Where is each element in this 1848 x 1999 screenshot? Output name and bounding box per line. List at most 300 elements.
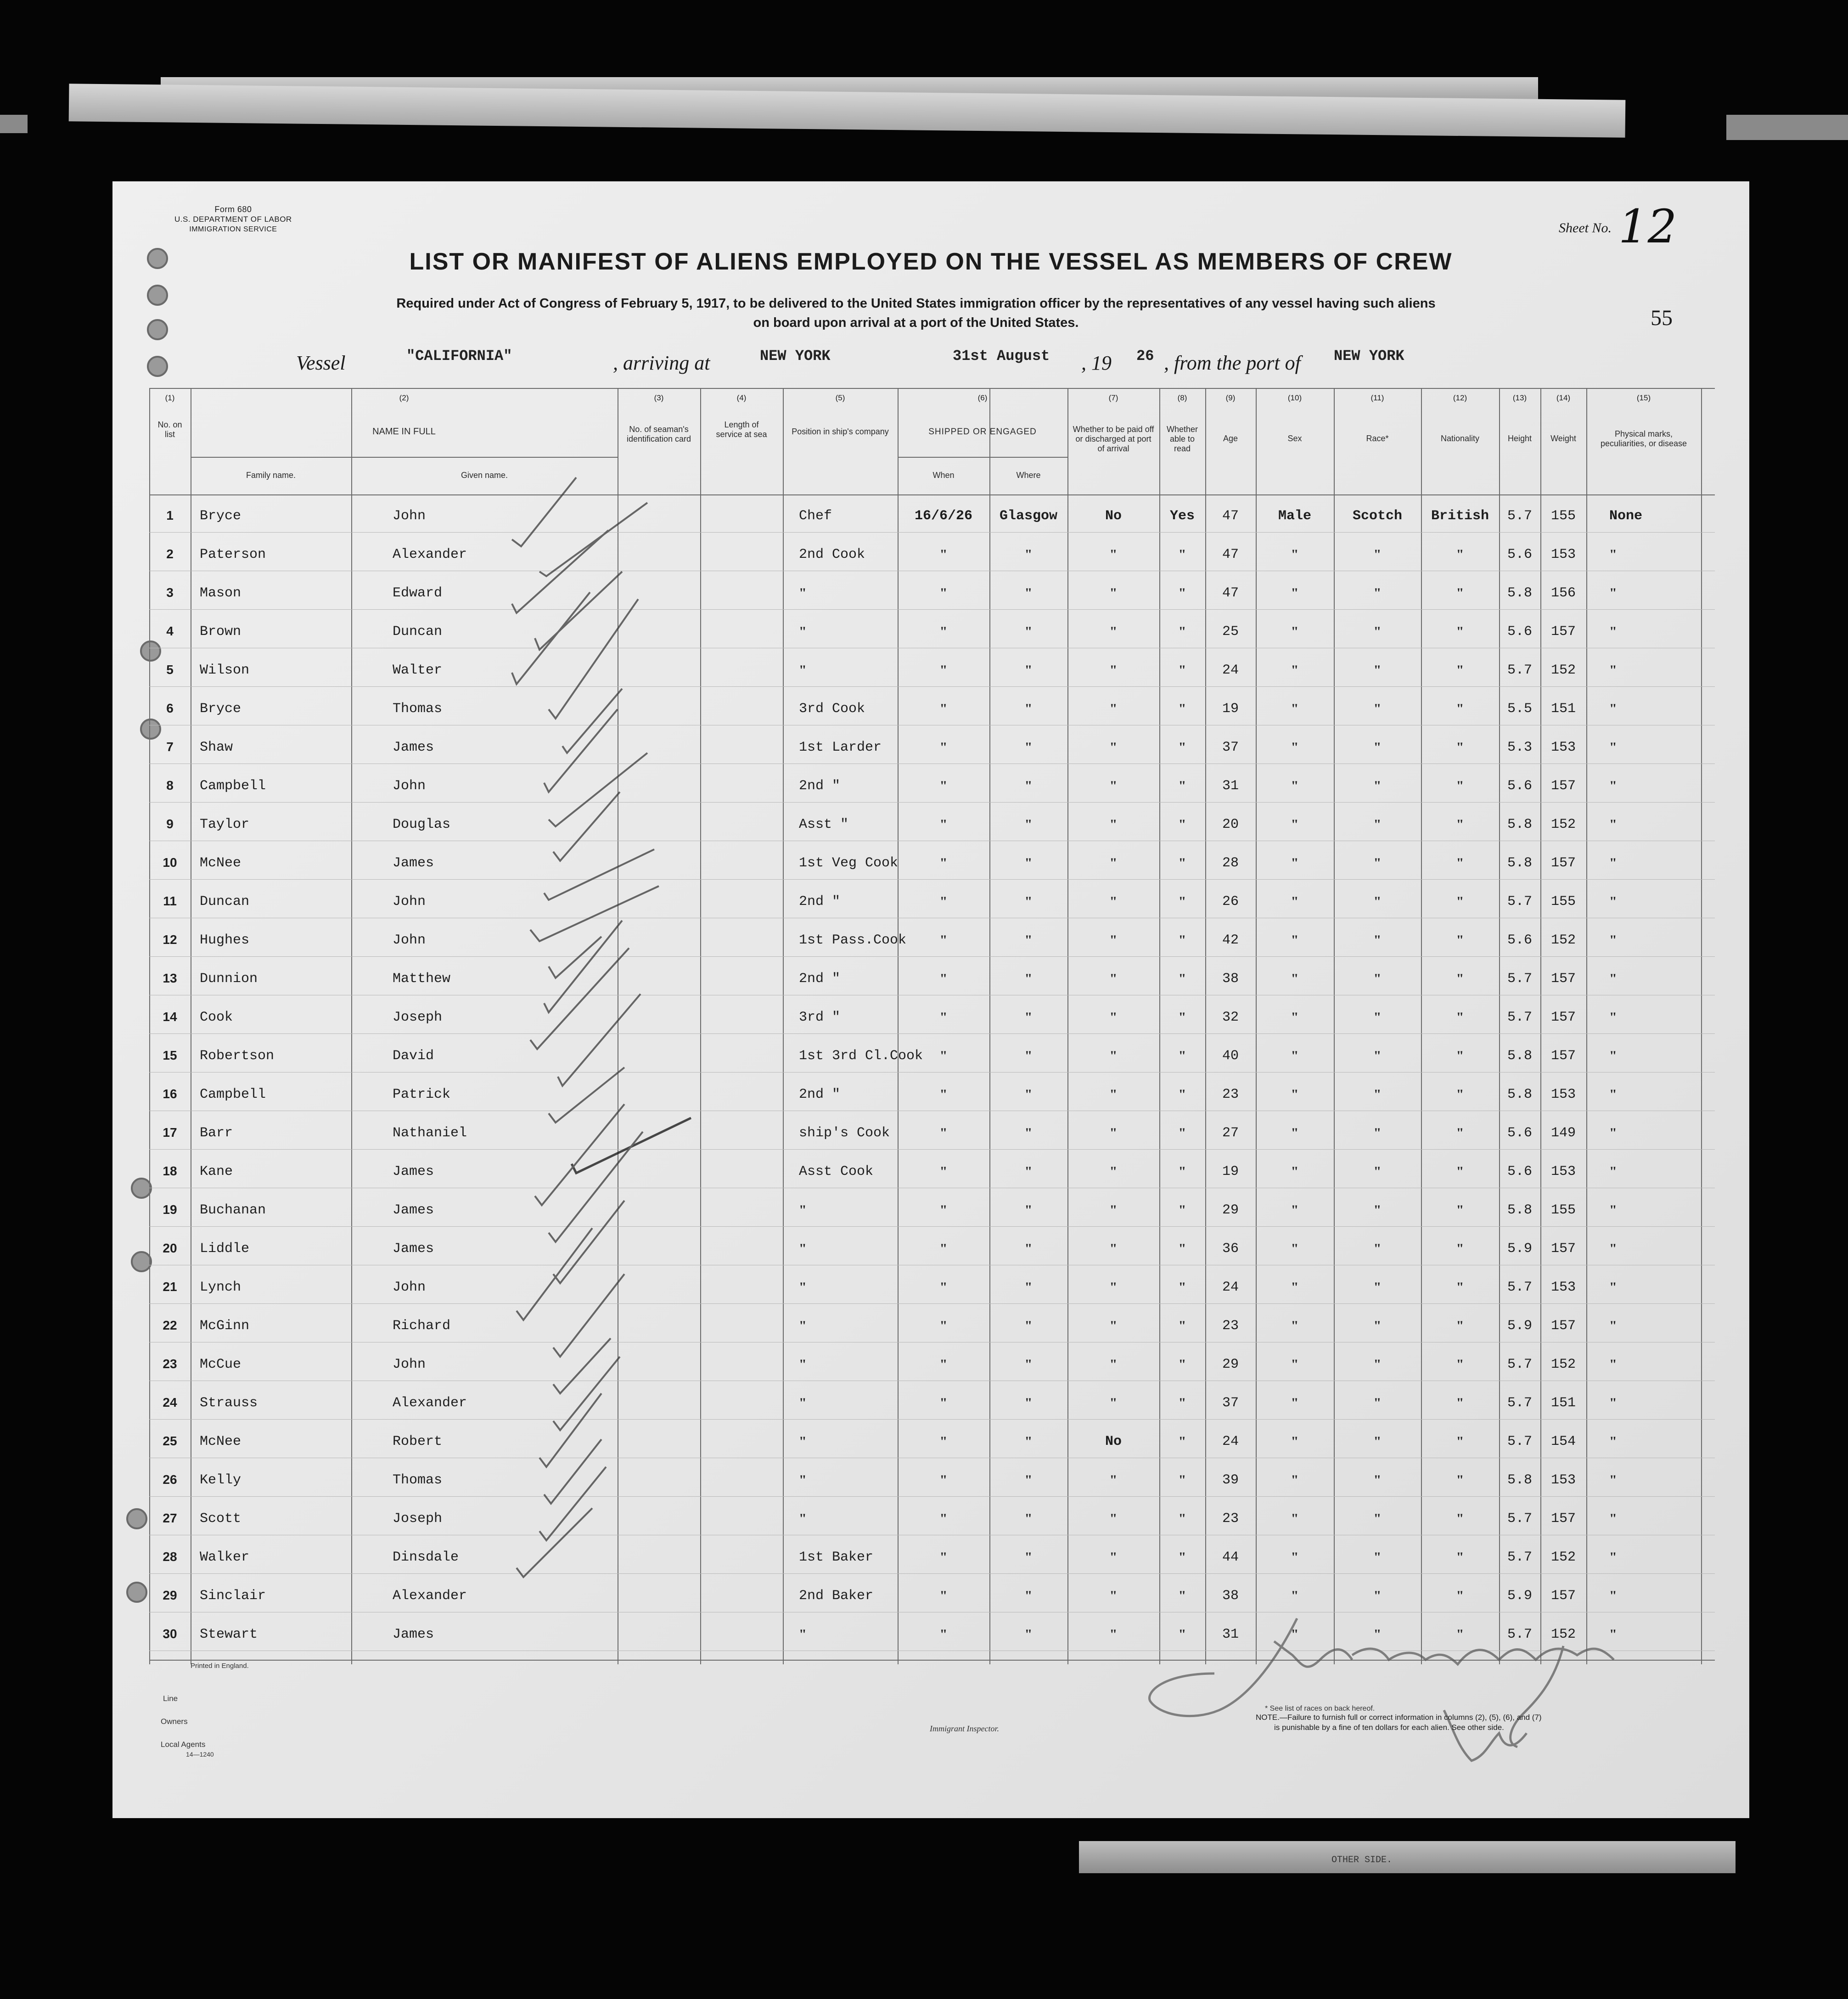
cell-read: " [1178, 1280, 1186, 1295]
cell-nationality: British [1431, 508, 1489, 524]
from-port: NEW YORK [1334, 348, 1404, 365]
cell-where: " [1024, 894, 1033, 909]
cell-paid: " [1109, 1395, 1118, 1410]
cell-given: John [393, 932, 426, 948]
cell-weight: 157 [1550, 1010, 1576, 1025]
cell-marks: " [1609, 1434, 1617, 1449]
cell-paid: " [1109, 1318, 1118, 1333]
cell-race: " [1373, 1434, 1382, 1449]
cell-position: Asst Cook [799, 1164, 874, 1179]
cell-marks: " [1609, 740, 1617, 755]
cell-family: Campbell [200, 778, 266, 794]
cell-where: " [1024, 1164, 1033, 1179]
column-number: (9) [1225, 393, 1236, 402]
document-title: LIST OR MANIFEST OF ALIENS EMPLOYED ON THE VESSEL AS MEMBERS OF CREW [409, 248, 1453, 275]
cell-no: 25 [163, 1434, 177, 1448]
cell-family: Hughes [200, 932, 250, 948]
cell-given: Matthew [393, 971, 451, 987]
cell-no: 5 [166, 663, 174, 677]
cell-given: Dinsdale [393, 1550, 459, 1565]
cell-family: Liddle [200, 1241, 250, 1257]
note-line: is punishable by a fine of ten dollars for each alien. See other side. [1274, 1723, 1504, 1732]
cell-marks: " [1609, 663, 1617, 678]
column-number: (14) [1556, 393, 1571, 402]
cell-when: " [939, 1395, 948, 1410]
cell-no: 12 [163, 932, 177, 947]
bottom-stamp: OTHER SIDE. [1331, 1855, 1393, 1865]
cell-race: " [1373, 971, 1382, 986]
cell-weight: 157 [1550, 1511, 1576, 1527]
arriving-port: NEW YORK [760, 348, 831, 365]
cell-age: 38 [1222, 971, 1239, 987]
cell-no: 6 [166, 701, 174, 715]
vessel-label: Vessel [296, 352, 346, 374]
cell-nationality: " [1456, 1434, 1464, 1449]
cell-weight: 157 [1550, 624, 1576, 640]
cell-position: " [799, 663, 807, 678]
cell-family: Mason [200, 585, 242, 601]
cell-paid: " [1109, 778, 1118, 793]
cell-sex: " [1291, 778, 1299, 793]
cell-paid: " [1109, 547, 1118, 562]
cell-read: " [1178, 1627, 1186, 1642]
cell-weight: 152 [1550, 1627, 1576, 1642]
cell-marks: " [1609, 971, 1617, 986]
footer-line-label: Line [163, 1694, 178, 1703]
column-number: (10) [1287, 393, 1302, 402]
footer-owners-label: Owners [161, 1717, 188, 1726]
cell-family: Lynch [200, 1280, 242, 1295]
cell-when: " [939, 1550, 948, 1565]
cell-family: Kane [200, 1164, 233, 1179]
cell-no: 28 [163, 1550, 177, 1564]
cell-position: 1st Veg Cook [799, 855, 899, 871]
cell-no: 20 [163, 1241, 177, 1255]
cell-height: 5.3 [1507, 740, 1532, 755]
penalty-note [1256, 1713, 1715, 1733]
cell-position: 2nd Cook [799, 547, 865, 562]
cell-weight: 152 [1550, 932, 1576, 948]
cell-where: " [1024, 1395, 1033, 1410]
cell-weight: 152 [1550, 663, 1576, 678]
cell-paid: " [1109, 1627, 1118, 1642]
cell-height: 5.6 [1507, 932, 1532, 948]
cell-where: " [1024, 701, 1033, 716]
cell-sex: " [1291, 1511, 1299, 1526]
cell-nationality: " [1456, 1048, 1464, 1063]
cell-sex: " [1291, 1588, 1299, 1603]
cell-height: 5.7 [1507, 1010, 1532, 1025]
cell-where: " [1024, 1087, 1033, 1102]
cell-age: 27 [1222, 1125, 1239, 1141]
cell-read: " [1178, 778, 1186, 793]
cell-given: John [393, 778, 426, 794]
cell-no: 13 [163, 971, 177, 985]
cell-sex: " [1291, 1280, 1299, 1295]
cell-family: Buchanan [200, 1202, 266, 1218]
header-sex: Sex [1287, 434, 1302, 443]
cell-age: 37 [1222, 740, 1239, 755]
cell-no: 3 [166, 585, 174, 600]
cell-race: " [1373, 585, 1382, 601]
cell-marks: " [1609, 1550, 1617, 1565]
cell-read: " [1178, 1357, 1186, 1372]
cell-family: Scott [200, 1511, 242, 1527]
cell-age: 26 [1222, 894, 1239, 910]
cell-given: John [393, 1357, 426, 1372]
cell-given: David [393, 1048, 434, 1064]
cell-nationality: " [1456, 547, 1464, 562]
cell-when: " [939, 740, 948, 755]
cell-no: 22 [163, 1318, 177, 1332]
cell-age: 29 [1222, 1357, 1239, 1372]
cell-height: 5.8 [1507, 1087, 1532, 1102]
cell-height: 5.9 [1507, 1318, 1532, 1334]
cell-given: John [393, 508, 426, 524]
cell-height: 5.7 [1507, 1280, 1532, 1295]
cell-read: " [1178, 971, 1186, 986]
cell-given: John [393, 894, 426, 910]
cell-age: 42 [1222, 932, 1239, 948]
cell-sex: " [1291, 932, 1299, 948]
cell-where: " [1024, 1357, 1033, 1372]
cell-paid: " [1109, 855, 1118, 870]
cell-where: " [1024, 1511, 1033, 1526]
from-port-label: , from the port of [1164, 352, 1301, 374]
cell-nationality: " [1456, 932, 1464, 948]
cell-height: 5.7 [1507, 1511, 1532, 1527]
cell-no: 30 [163, 1627, 177, 1641]
cell-given: Joseph [393, 1010, 443, 1025]
cell-when: " [939, 1357, 948, 1372]
service: IMMIGRATION SERVICE [189, 225, 277, 233]
cell-read: " [1178, 624, 1186, 639]
cell-height: 5.7 [1507, 894, 1532, 910]
cell-paid: " [1109, 1357, 1118, 1372]
cell-given: James [393, 740, 434, 755]
cell-height: 5.8 [1507, 817, 1532, 832]
cell-marks: None [1609, 508, 1643, 524]
vessel-name: "CALIFORNIA" [406, 348, 512, 365]
subtitle-line: on board upon arrival at a port of the United States. [753, 315, 1079, 330]
cell-position: 3rd Cook [799, 701, 865, 717]
cell-position: 1st 3rd Cl.Cook [799, 1048, 923, 1064]
cell-marks: " [1609, 1010, 1617, 1025]
cell-position: Asst " [799, 817, 849, 832]
cell-marks: " [1609, 1395, 1617, 1410]
cell-nationality: " [1456, 1318, 1464, 1333]
cell-paid: " [1109, 1280, 1118, 1295]
cell-given: Alexander [393, 547, 467, 562]
cell-race: " [1373, 663, 1382, 678]
cell-weight: 153 [1550, 1280, 1576, 1295]
cell-read: " [1178, 701, 1186, 716]
cell-where: " [1024, 1588, 1033, 1603]
cell-read: " [1178, 1434, 1186, 1449]
cell-position: " [799, 1472, 807, 1488]
cell-when: " [939, 778, 948, 793]
cell-marks: " [1609, 585, 1617, 601]
cell-where: " [1024, 624, 1033, 639]
cell-family: Robertson [200, 1048, 275, 1064]
cell-where: " [1024, 778, 1033, 793]
cell-given: Thomas [393, 701, 443, 717]
cell-paid: " [1109, 1511, 1118, 1526]
sheet-number-label: Sheet No. [1559, 220, 1612, 236]
year-label: , 19 [1081, 352, 1112, 374]
cell-read: " [1178, 585, 1186, 601]
cell-height: 5.9 [1507, 1588, 1532, 1604]
cell-read: " [1178, 894, 1186, 909]
cell-age: 23 [1222, 1511, 1239, 1527]
cell-race: " [1373, 855, 1382, 870]
cell-age: 25 [1222, 624, 1239, 640]
cell-sex: " [1291, 585, 1299, 601]
cell-nationality: " [1456, 740, 1464, 755]
note-line: NOTE.—Failure to furnish full or correct information in columns (2), (5), (6), and (7) [1256, 1713, 1542, 1722]
cell-nationality: " [1456, 1395, 1464, 1410]
cell-read: " [1178, 663, 1186, 678]
cell-paid: " [1109, 1010, 1118, 1025]
cell-sex: " [1291, 1318, 1299, 1333]
cell-family: Paterson [200, 547, 266, 562]
cell-height: 5.7 [1507, 508, 1532, 524]
cell-race: " [1373, 1010, 1382, 1025]
cell-race: " [1373, 1202, 1382, 1218]
cell-age: 47 [1222, 508, 1239, 524]
cell-read: " [1178, 1511, 1186, 1526]
cell-where: " [1024, 1125, 1033, 1140]
cell-position: Chef [799, 508, 832, 524]
cell-age: 24 [1222, 1434, 1239, 1449]
cell-weight: 157 [1550, 1048, 1576, 1064]
cell-sex: " [1291, 1472, 1299, 1488]
cell-height: 5.8 [1507, 585, 1532, 601]
cell-height: 5.6 [1507, 624, 1532, 640]
cell-family: McNee [200, 1434, 242, 1449]
cell-given: Richard [393, 1318, 451, 1334]
cell-when: " [939, 1588, 948, 1603]
cell-nationality: " [1456, 1125, 1464, 1140]
cell-weight: 157 [1550, 1241, 1576, 1257]
column-number: (4) [736, 393, 747, 402]
cell-height: 5.9 [1507, 1241, 1532, 1257]
cell-race: " [1373, 1550, 1382, 1565]
cell-when: " [939, 1164, 948, 1179]
form-header [174, 204, 292, 235]
cell-paid: " [1109, 1550, 1118, 1565]
cell-sex: " [1291, 1550, 1299, 1565]
cell-nationality: " [1456, 624, 1464, 639]
cell-marks: " [1609, 932, 1617, 948]
cell-weight: 153 [1550, 1472, 1576, 1488]
binder-hole [126, 1582, 147, 1603]
header-name-in-full: NAME IN FULL [372, 427, 436, 437]
cell-paid: " [1109, 932, 1118, 948]
cell-weight: 153 [1550, 1164, 1576, 1179]
cell-no: 7 [166, 740, 174, 754]
cell-weight: 153 [1550, 740, 1576, 755]
cell-nationality: " [1456, 1202, 1464, 1218]
cell-nationality: " [1456, 1087, 1464, 1102]
cell-when: " [939, 817, 948, 832]
cell-where: " [1024, 932, 1033, 948]
cell-where: " [1024, 547, 1033, 562]
cell-paid: " [1109, 663, 1118, 678]
cell-paid: " [1109, 1241, 1118, 1256]
header-id-card: No. of seaman's identification card [626, 425, 691, 444]
cell-marks: " [1609, 1164, 1617, 1179]
cell-no: 14 [163, 1010, 177, 1024]
column-number: (2) [399, 393, 409, 402]
cell-no: 15 [163, 1048, 177, 1062]
cell-sex: " [1291, 855, 1299, 870]
cell-paid: " [1109, 740, 1118, 755]
cell-read: " [1178, 1048, 1186, 1063]
cell-position: ship's Cook [799, 1125, 890, 1141]
cell-height: 5.7 [1507, 1550, 1532, 1565]
cell-marks: " [1609, 894, 1617, 909]
cell-sex: " [1291, 1010, 1299, 1025]
cell-marks: " [1609, 1511, 1617, 1526]
cell-position: " [799, 1280, 807, 1295]
column-rule [1586, 388, 1587, 1664]
cell-where: " [1024, 1318, 1033, 1333]
binder-hole [147, 285, 168, 306]
cell-race: " [1373, 1280, 1382, 1295]
cell-weight: 154 [1550, 1434, 1576, 1449]
cell-when: " [939, 1280, 948, 1295]
cell-when: " [939, 1241, 948, 1256]
cell-no: 19 [163, 1202, 177, 1217]
cell-family: Barr [200, 1125, 233, 1141]
cell-marks: " [1609, 1048, 1617, 1063]
cell-age: 36 [1222, 1241, 1239, 1257]
cell-height: 5.7 [1507, 663, 1532, 678]
cell-height: 5.7 [1507, 1357, 1532, 1372]
cell-given: Edward [393, 585, 443, 601]
cell-sex: " [1291, 547, 1299, 562]
cell-read: " [1178, 1202, 1186, 1218]
cell-position: 2nd " [799, 778, 841, 794]
cell-no: 4 [166, 624, 174, 638]
binder-hole [126, 1508, 147, 1529]
cell-marks: " [1609, 1125, 1617, 1140]
cell-weight: 152 [1550, 817, 1576, 832]
cell-marks: " [1609, 1280, 1617, 1295]
header-length-service: Length of service at sea [716, 420, 767, 439]
header-shipped: SHIPPED OR ENGAGED [928, 427, 1037, 437]
footer-form-code: 14—1240 [186, 1751, 214, 1758]
cell-sex: " [1291, 971, 1299, 986]
cell-marks: " [1609, 1627, 1617, 1642]
cell-weight: 151 [1550, 701, 1576, 717]
cell-height: 5.7 [1507, 971, 1532, 987]
cell-nationality: " [1456, 1627, 1464, 1642]
cell-paid: " [1109, 624, 1118, 639]
cell-family: Bryce [200, 701, 242, 717]
cell-nationality: " [1456, 778, 1464, 793]
cell-no: 21 [163, 1280, 177, 1294]
column-number: (15) [1636, 393, 1651, 402]
background-page-strip [1726, 115, 1848, 140]
cell-no: 10 [163, 855, 177, 870]
cell-where: " [1024, 1550, 1033, 1565]
cell-height: 5.6 [1507, 1164, 1532, 1179]
cell-family: Cook [200, 1010, 233, 1025]
cell-when: " [939, 855, 948, 870]
cell-weight: 152 [1550, 1357, 1576, 1372]
cell-read: " [1178, 1087, 1186, 1102]
cell-sex: " [1291, 1357, 1299, 1372]
manifest-sheet [112, 181, 1749, 1818]
cell-age: 23 [1222, 1318, 1239, 1334]
cell-no: 26 [163, 1472, 177, 1487]
cell-paid: " [1109, 1472, 1118, 1488]
cell-when: 16/6/26 [914, 508, 973, 524]
cell-race: " [1373, 1511, 1382, 1526]
cell-race: " [1373, 701, 1382, 716]
cell-sex: " [1291, 1434, 1299, 1449]
cell-family: Wilson [200, 663, 250, 678]
cell-age: 24 [1222, 1280, 1239, 1295]
cell-family: Sinclair [200, 1588, 266, 1604]
cell-position: 1st Pass.Cook [799, 932, 907, 948]
cell-given: Joseph [393, 1511, 443, 1527]
cell-family: Bryce [200, 508, 242, 524]
subtitle-line: Required under Act of Congress of February 5, 1917, to be delivered to the United States immigration officer by the representatives of any vessel having such aliens [396, 296, 1436, 311]
header-weight: Weight [1550, 434, 1576, 443]
header-position: Position in ship's company [792, 427, 889, 436]
cell-family: McNee [200, 855, 242, 871]
cell-sex: " [1291, 1627, 1299, 1642]
column-number: (3) [654, 393, 664, 402]
cell-no: 9 [166, 817, 174, 831]
cell-race: " [1373, 817, 1382, 832]
cell-marks: " [1609, 778, 1617, 793]
binder-hole [147, 356, 168, 377]
cell-sex: " [1291, 1395, 1299, 1410]
column-number: (12) [1453, 393, 1467, 402]
cell-race: " [1373, 740, 1382, 755]
cell-when: " [939, 547, 948, 562]
cell-given: Alexander [393, 1395, 467, 1411]
cell-where: " [1024, 1048, 1033, 1063]
cell-family: Kelly [200, 1472, 242, 1488]
cell-weight: 156 [1550, 585, 1576, 601]
cell-sex: " [1291, 663, 1299, 678]
cell-nationality: " [1456, 1357, 1464, 1372]
column-number: (5) [835, 393, 845, 402]
cell-paid: " [1109, 971, 1118, 986]
cell-height: 5.7 [1507, 1434, 1532, 1449]
cell-age: 19 [1222, 701, 1239, 717]
header-nationality: Nationality [1440, 434, 1480, 443]
cell-family: Shaw [200, 740, 233, 755]
cell-paid: " [1109, 1048, 1118, 1063]
cell-no: 29 [163, 1588, 177, 1602]
cell-marks: " [1609, 1472, 1617, 1488]
cell-race: " [1373, 1087, 1382, 1102]
cell-height: 5.8 [1507, 855, 1532, 871]
cell-given: Duncan [393, 624, 443, 640]
cell-read: " [1178, 1125, 1186, 1140]
cell-where: Glasgow [999, 508, 1058, 524]
cell-sex: " [1291, 1087, 1299, 1102]
cell-age: 39 [1222, 1472, 1239, 1488]
cell-read: " [1178, 547, 1186, 562]
header-when: When [932, 471, 955, 480]
